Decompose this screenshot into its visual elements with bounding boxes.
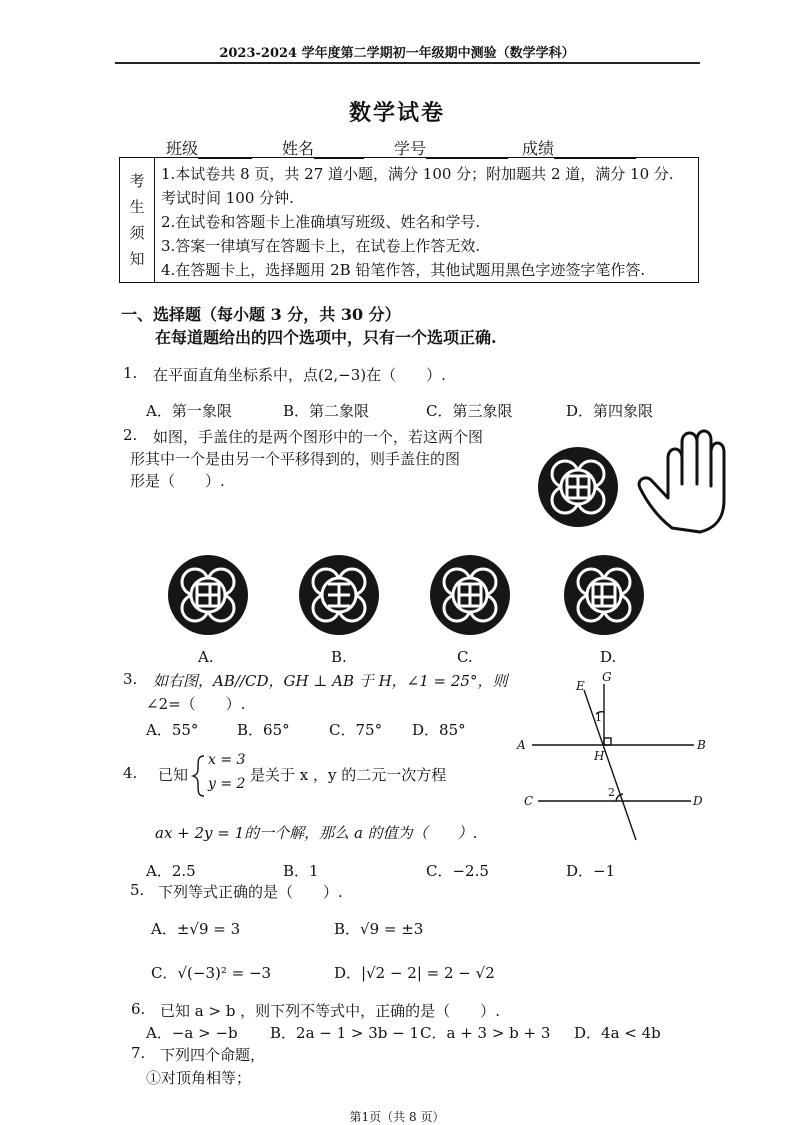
q4-system-brace	[193, 756, 204, 796]
notice-item: 考试时间 100 分钟.	[161, 189, 294, 207]
q3-option-a[interactable]: A．55°	[146, 721, 199, 739]
q1-option-b[interactable]: B．第二象限	[283, 402, 370, 420]
exam-header: 2023-2024 学年度第二学期初一年级期中测验（数学学科）	[219, 46, 575, 61]
q2-line: 形其中一个是由另一个平移得到的，则手盖住的图	[130, 450, 461, 468]
q5-number: 5.	[130, 881, 145, 899]
q2-figure-c[interactable]	[430, 555, 510, 635]
svg-text:H: H	[594, 749, 605, 763]
q5-text: 下列等式正确的是（ ）.	[158, 883, 343, 901]
q2-option-b[interactable]: B.	[331, 648, 347, 666]
section-title: 一、选择题（每小题 3 分，共 30 分）	[121, 305, 401, 324]
svg-text:G: G	[602, 670, 612, 684]
notice-item: 3.答案一律填写在答题卡上，在试卷上作答无效.	[161, 237, 481, 255]
q3-text-cont: ∠2=（ ）.	[146, 695, 246, 713]
q4-prefix: 已知	[158, 766, 189, 784]
q2-number: 2.	[123, 426, 138, 444]
svg-text:2: 2	[608, 786, 615, 799]
q2-line: 如图，手盖住的是两个图形中的一个，若这两个图	[153, 428, 484, 446]
q2-line: 形是（ ）.	[130, 472, 225, 490]
page-title: 数学试卷	[348, 100, 445, 126]
q3-option-b[interactable]: B．65°	[237, 721, 290, 739]
q1-option-a[interactable]: A．第一象限	[146, 402, 232, 420]
q6-text: 已知 a > b ，则下列不等式中，正确的是（ ）.	[160, 1002, 500, 1020]
svg-text:E: E	[576, 679, 585, 693]
q4-option-b[interactable]: B．1	[283, 862, 319, 880]
q2-figure-b[interactable]	[299, 555, 379, 635]
q6-option-a[interactable]: A．−a > −b	[146, 1024, 238, 1042]
svg-text:B: B	[697, 738, 706, 752]
line-transversal	[584, 690, 636, 840]
q4-line2: ax + 2y = 1的一个解，那么 a 的值为（ ）.	[155, 824, 478, 842]
q6-option-c[interactable]: C．a + 3 > b + 3	[420, 1024, 551, 1042]
q3-text: 如右图，AB//CD，GH ⊥ AB 于 H，∠1 = 25°，则	[153, 672, 508, 690]
q4-system-y: y = 2	[208, 776, 246, 792]
q4-system-x: x = 3	[208, 752, 246, 768]
q2-option-d[interactable]: D.	[600, 648, 617, 666]
name-label: 姓名	[282, 139, 315, 158]
svg-text:D: D	[693, 794, 703, 808]
q2-figure-a[interactable]	[168, 555, 248, 635]
section-instruction: 在每道题给出的四个选项中，只有一个选项正确.	[155, 328, 497, 347]
q6-option-d[interactable]: D．4a < 4b	[574, 1024, 661, 1042]
q3-option-c[interactable]: C．75°	[329, 721, 383, 739]
q2-reference-figure	[538, 447, 618, 527]
q2-option-c[interactable]: C.	[457, 648, 473, 666]
q5-option-d[interactable]: D．|√2 − 2| = 2 − √2	[334, 964, 495, 982]
q4-suffix: 是关于 x ，y 的二元一次方程	[250, 766, 447, 784]
notice-item: 1.本试卷共 8 页，共 27 道小题，满分 100 分；附加题共 2 道，满分 10 分.	[161, 165, 674, 183]
q4-option-c[interactable]: C．−2.5	[426, 862, 489, 880]
svg-text:C: C	[524, 794, 534, 808]
score-label: 成绩	[522, 139, 555, 158]
q5-option-c[interactable]: C．√(−3)² = −3	[151, 964, 272, 982]
svg-text:1: 1	[595, 711, 602, 724]
q1-text: 在平面直角坐标系中，点(2,−3)在（ ）.	[153, 366, 446, 384]
notice-label: 考 生 须 知	[120, 158, 155, 282]
q7-text: 下列四个命题，	[160, 1046, 266, 1064]
notice-item: 4.在答题卡上，选择题用 2B 铅笔作答，其他试题用黑色字迹签字笔作答.	[161, 261, 646, 279]
q2-option-a[interactable]: A.	[198, 648, 214, 666]
q1-number: 1.	[123, 364, 138, 382]
q4-number: 4.	[123, 764, 138, 782]
q1-option-c[interactable]: C．第三象限	[426, 402, 513, 420]
q7-number: 7.	[131, 1044, 146, 1062]
hand-icon	[639, 431, 724, 532]
q4-option-a[interactable]: A．2.5	[146, 862, 196, 880]
q7-item-1: ①对顶角相等；	[146, 1069, 252, 1087]
q3-option-d[interactable]: D．85°	[412, 721, 466, 739]
q5-option-b[interactable]: B．√9 = ±3	[334, 920, 424, 938]
q4-option-d[interactable]: D．−1	[566, 862, 616, 880]
svg-text:A: A	[517, 738, 526, 752]
q6-number: 6.	[131, 1000, 146, 1018]
q5-option-a[interactable]: A．±√9 = 3	[151, 920, 241, 938]
page-footer: 第1页（共 8 页）	[349, 1110, 445, 1124]
q6-option-b[interactable]: B．2a − 1 > 3b − 1	[270, 1024, 420, 1042]
right-angle-mark	[604, 738, 611, 745]
q3-figure	[532, 684, 694, 840]
q1-option-d[interactable]: D．第四象限	[566, 402, 654, 420]
q2-figure-d[interactable]	[564, 555, 644, 635]
q3-number: 3.	[123, 670, 138, 688]
class-label: 班级	[166, 139, 199, 158]
id-label: 学号	[394, 139, 427, 158]
notice-item: 2.在试卷和答题卡上准确填写班级、姓名和学号.	[161, 213, 481, 231]
